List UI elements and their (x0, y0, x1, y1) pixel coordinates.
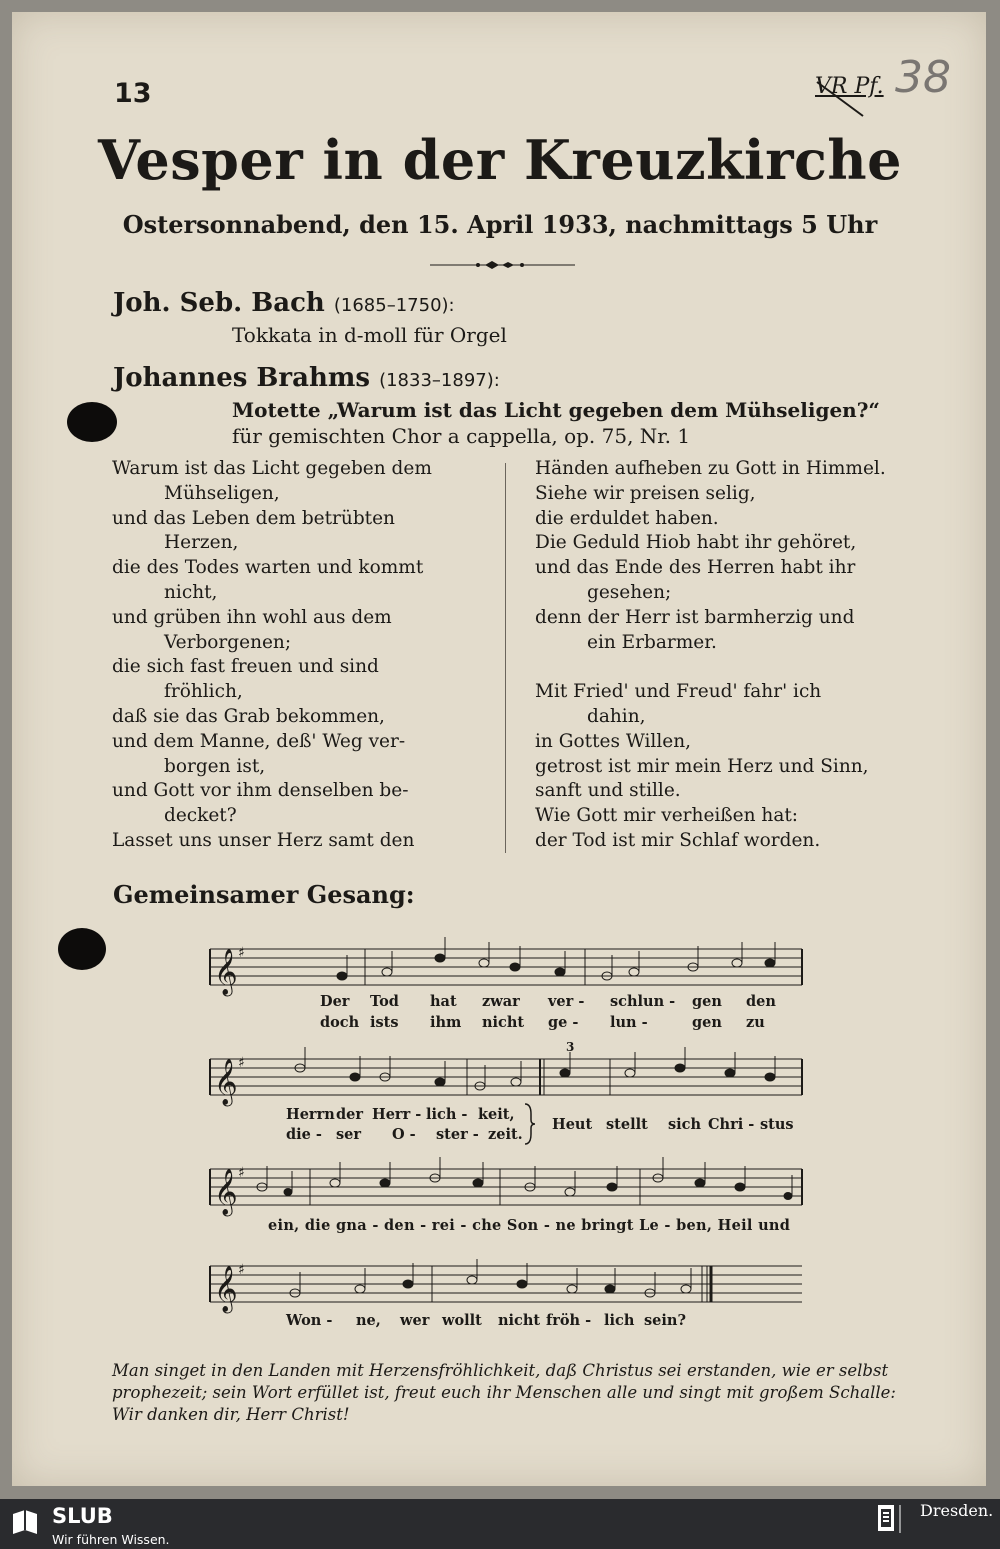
section-heading: Gemeinsamer Gesang: (113, 880, 415, 909)
hymn-lyric: ster - (436, 1126, 479, 1143)
lyric-line: gesehen; (587, 581, 672, 603)
lyric-line: nicht, (164, 581, 218, 603)
lyric-line: Lasset uns unser Herz samt den (112, 829, 415, 851)
composer-dates: (1685–1750): (333, 295, 455, 316)
handwritten-shelfmark (815, 52, 965, 122)
lyric-line: Siehe wir preisen selig, (535, 482, 756, 504)
lyric-line: die sich fast freuen und sind (112, 656, 379, 678)
hymn-lyric: stus (760, 1116, 794, 1133)
svg-text:𝄞: 𝄞 (214, 1266, 238, 1312)
hymn-lyric: lich (604, 1312, 635, 1329)
lyric-line (535, 655, 897, 680)
hymn-lyric: wer (400, 1312, 430, 1329)
lyric-line: und dem Manne, deß' Weg ver- (112, 730, 406, 752)
lyric-line: fröhlich, (164, 681, 243, 703)
hymn-lyric: der (336, 1106, 364, 1123)
lyric-line: in Gottes Willen, (535, 730, 692, 752)
ornament-divider-icon (430, 255, 575, 275)
handwritten-mark-text: VR Pf. (815, 74, 884, 99)
page-title: Vesper in der Kreuzkirche (97, 128, 903, 192)
city-logo-text[interactable]: Dresden. (920, 1501, 994, 1520)
dresden-coat-of-arms-icon[interactable] (876, 1503, 916, 1537)
hymn-lyric: Herrn (286, 1106, 335, 1123)
lyric-line: ein Erbarmer. (587, 631, 717, 653)
svg-text:♯: ♯ (238, 1262, 245, 1278)
lyric-line: der Tod ist mir Schlaf worden. (535, 829, 821, 851)
column-divider (505, 463, 506, 853)
library-name[interactable]: SLUB (52, 1504, 113, 1528)
svg-text:𝄞: 𝄞 (214, 1169, 238, 1215)
lyric-line: Händen aufheben zu Gott in Himmel. (535, 458, 886, 479)
lyric-line: und Gott vor ihm denselben be- (112, 780, 409, 802)
punch-hole (58, 928, 106, 970)
lyrics-column-left (112, 457, 474, 854)
hymn-lyric: ists (370, 1014, 399, 1031)
lyrics-column-right (535, 457, 897, 854)
work-title: Motette „Warum ist das Licht gegeben dem Mühseligen?“ (232, 398, 880, 422)
hymn-lyric: lich - (426, 1106, 468, 1123)
hymn-lyric: zwar (482, 993, 520, 1010)
handwritten-number: 38 (895, 52, 951, 103)
svg-text:𝄞: 𝄞 (214, 1059, 238, 1105)
lyric-line: und das Ende des Herren habt ihr (535, 557, 856, 579)
hymn-lyric: sein? (644, 1312, 686, 1329)
svg-text:♯: ♯ (238, 1055, 245, 1071)
hymn-lyric: Heut (552, 1116, 593, 1133)
music-notation-icon (210, 1262, 802, 1310)
lyric-line: denn der Herr ist barmherzig und (535, 606, 855, 628)
lyric-line: sanft und stille. (535, 780, 681, 802)
brace-icon (522, 1102, 536, 1146)
hymn-lyric: Chri - (708, 1116, 755, 1133)
music-notation-icon (210, 1165, 802, 1213)
hymn-lyric: Won - (286, 1312, 333, 1329)
hymn-lyric: doch (320, 1014, 360, 1031)
lyric-line: dahin, (587, 705, 646, 727)
hymn-lyric: lun - (610, 1014, 648, 1031)
hymn-lyric: ne, (356, 1312, 381, 1329)
hymn-lyric: Herr - (372, 1106, 422, 1123)
lyric-line: und das Leben dem betrübten (112, 507, 395, 529)
lyric-line: Herzen, (164, 532, 239, 554)
lyric-line: Wie Gott mir verheißen hat: (535, 805, 799, 827)
hymn-lyric: keit, (478, 1106, 515, 1123)
slub-logo-icon[interactable] (10, 1508, 40, 1538)
svg-text:♯: ♯ (238, 1165, 245, 1181)
composer-name: Johannes Brahms (113, 363, 371, 393)
lyric-line: decket? (164, 805, 237, 827)
hymn-lyric: den (746, 993, 776, 1010)
lyric-line: die des Todes warten und kommt (112, 557, 424, 579)
svg-text:𝄞: 𝄞 (214, 949, 238, 995)
music-staff-1 (210, 945, 802, 995)
page-number: 13 (114, 78, 152, 109)
work-detail: für gemischten Chor a cappella, op. 75, Nr. 1 (232, 424, 691, 448)
lyric-line: Die Geduld Hiob habt ihr gehöret, (535, 532, 857, 554)
hymn-lyric: nicht (482, 1014, 525, 1031)
hymn-lyric: zu (746, 1014, 765, 1031)
hymn-lyric: Tod (370, 993, 399, 1010)
svg-text:♯: ♯ (238, 945, 245, 961)
hymn-lyric: ser (336, 1126, 362, 1143)
composer-brahms (113, 363, 500, 393)
closing-note: Man singet in den Landen mit Herzensfröhlichkeit, daß Christus sei erstanden, wie er selbst prophezeit; sein Wort erfüllet ist, freut euch ihr Menschen alle und singt mit großem Schalle: Wir danken dir, Herr Christ! (112, 1361, 896, 1424)
hymn-lyric: hat (430, 993, 457, 1010)
hymn-lyric: ver - (548, 993, 585, 1010)
hymn-lyric: zeit. (488, 1126, 523, 1143)
lyric-line: daß sie das Grab bekommen, (112, 705, 385, 727)
music-staff-2 (210, 1055, 802, 1105)
work-title: Tokkata in d-moll für Orgel (232, 323, 507, 347)
hymn-lyric: stellt (606, 1116, 648, 1133)
lyric-line: getrost ist mir mein Herz und Sinn, (535, 755, 869, 777)
composer-bach (113, 288, 455, 318)
page-subtitle: Ostersonnabend, den 15. April 1933, nachmittags 5 Uhr (122, 210, 878, 239)
hymn-lyric: sich (668, 1116, 702, 1133)
composer-dates: (1833–1897): (379, 370, 500, 391)
hymn-lyric: die - (286, 1126, 322, 1143)
hymn-lyric: wollt (442, 1312, 482, 1329)
hymn-lyric: Der (320, 993, 350, 1010)
hymn-lyric: O - (392, 1126, 416, 1143)
music-staff-3 (210, 1165, 802, 1215)
hymn-lyric: nicht (498, 1312, 541, 1329)
hymn-lyric: fröh - (546, 1312, 592, 1329)
lyric-line: Mühseligen, (164, 482, 280, 504)
lyric-line: und grüben ihn wohl aus dem (112, 606, 392, 628)
hymn-lyric: schlun - (610, 993, 676, 1010)
music-staff-4 (210, 1262, 802, 1312)
hymn-lyric: ihm (430, 1014, 462, 1031)
hymn-lyric: ein, die gna - den - rei - che Son - ne bringt Le - ben, Heil und (268, 1217, 791, 1234)
measure-number: 3 (566, 1040, 575, 1054)
punch-hole (67, 402, 117, 442)
lyric-line: Mit Fried' und Freud' fahr' ich (535, 681, 822, 703)
composer-name: Joh. Seb. Bach (113, 288, 325, 318)
music-notation-icon (210, 1055, 802, 1103)
strike-through-icon (815, 60, 915, 120)
lyric-line: die erduldet haben. (535, 507, 719, 529)
lyric-line: Warum ist das Licht gegeben dem (112, 458, 432, 479)
hymn-lyric: ge - (548, 1014, 579, 1031)
lyric-line: Verborgenen; (164, 631, 292, 653)
music-notation-icon (210, 945, 802, 993)
lyric-line: borgen ist, (164, 755, 266, 777)
hymn-lyric: gen (692, 1014, 722, 1031)
hymn-lyric: gen (692, 993, 722, 1010)
library-tagline: Wir führen Wissen. (52, 1532, 170, 1547)
